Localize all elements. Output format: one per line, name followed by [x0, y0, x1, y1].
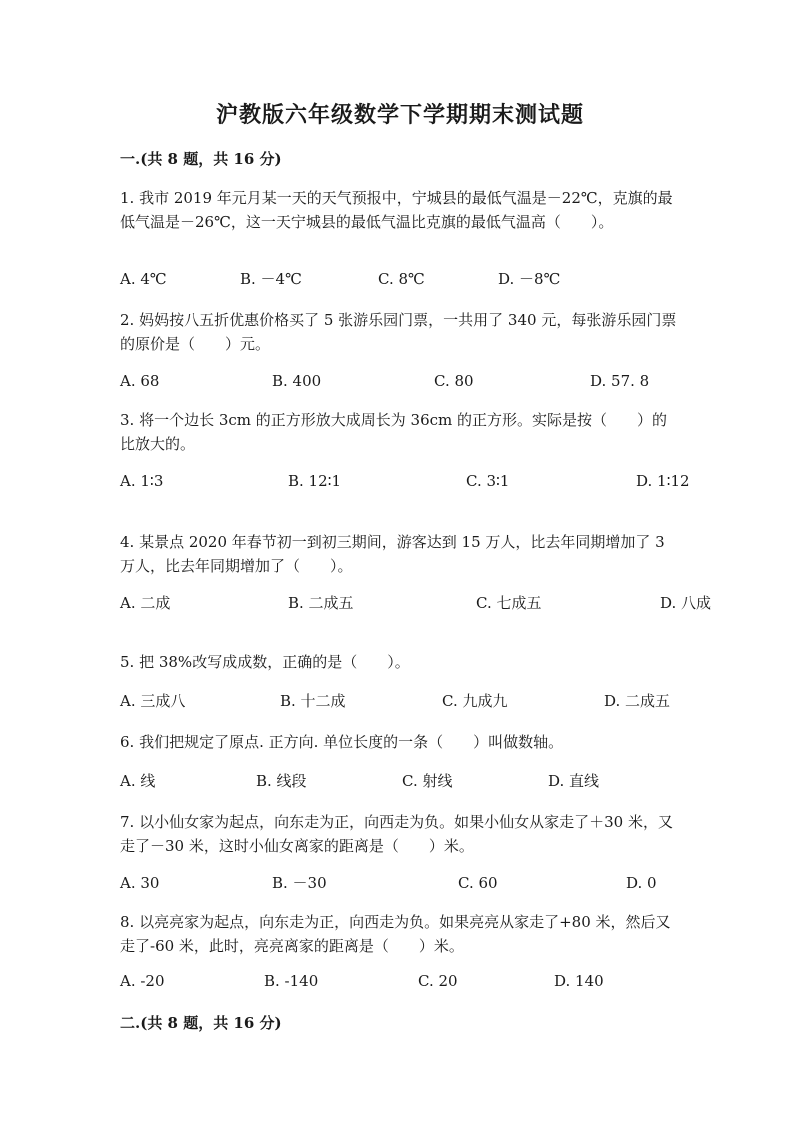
- question-text: 2. 妈妈按八五折优惠价格买了 5 张游乐园门票，一共用了 340 元，每张游乐园门票的原价是（ ）元。: [120, 311, 677, 353]
- option-a[interactable]: A. -20: [120, 972, 165, 990]
- option-c[interactable]: C. 九成九: [442, 692, 508, 710]
- question-text: 5. 把 38%改写成成数，正确的是（ ）。: [120, 653, 410, 671]
- option-c[interactable]: C. 80: [434, 372, 474, 390]
- option-a[interactable]: A. 线: [120, 772, 156, 790]
- option-b[interactable]: B. －4℃: [240, 270, 302, 288]
- option-b[interactable]: B. 400: [272, 372, 322, 390]
- option-d[interactable]: D. 直线: [548, 772, 600, 790]
- option-d[interactable]: D. 140: [554, 972, 604, 990]
- option-d[interactable]: D. 二成五: [604, 692, 671, 710]
- options-row: [120, 592, 712, 638]
- question-text: 6. 我们把规定了原点. 正方向. 单位长度的一条（ ）叫做数轴。: [120, 733, 564, 751]
- question-text: 4. 某景点 2020 年春节初一到初三期间，游客达到 15 万人，比去年同期增加了 3 万人，比去年同期增加了（ ）。: [120, 533, 665, 575]
- option-a[interactable]: A. 三成八: [120, 692, 186, 710]
- option-a[interactable]: A. 二成: [120, 594, 171, 612]
- option-b[interactable]: B. 12∶1: [288, 472, 342, 490]
- option-b[interactable]: B. －30: [272, 874, 327, 892]
- option-d[interactable]: D. 1∶12: [636, 472, 690, 490]
- option-a[interactable]: A. 68: [120, 372, 160, 390]
- question-text: 7. 以小仙女家为起点，向东走为正，向西走为负。如果小仙女从家走了＋30 米，又走了－30 米，这时小仙女离家的距离是（ ）米。: [120, 813, 673, 855]
- section-heading: 一.(共 8 题，共 16 分): [120, 150, 282, 168]
- options-row: [120, 470, 690, 516]
- option-b[interactable]: B. 十二成: [280, 692, 346, 710]
- option-d[interactable]: D. 57. 8: [590, 372, 650, 390]
- option-a[interactable]: A. 4℃: [120, 270, 167, 288]
- option-c[interactable]: C. 七成五: [476, 594, 542, 612]
- section-heading: 二.(共 8 题，共 16 分): [120, 1014, 282, 1032]
- option-d[interactable]: D. 0: [626, 874, 657, 892]
- option-b[interactable]: B. 线段: [256, 772, 307, 790]
- option-b[interactable]: B. -140: [264, 972, 319, 990]
- question-text: 3. 将一个边长 3cm 的正方形放大成周长为 36cm 的正方形。实际是按（ ）的比放大的。: [120, 411, 668, 453]
- option-a[interactable]: A. 1∶3: [120, 472, 164, 490]
- option-c[interactable]: C. 射线: [402, 772, 453, 790]
- page-title: 沪教版六年级数学下学期期末测试题: [215, 102, 584, 128]
- option-c[interactable]: C. 8℃: [378, 270, 425, 288]
- option-a[interactable]: A. 30: [120, 874, 160, 892]
- question-text: 8. 以亮亮家为起点，向东走为正，向西走为负。如果亮亮从家走了+80 米，然后又走了-60 米，此时，亮亮离家的距离是（ ）米。: [120, 913, 671, 955]
- options-row: [120, 970, 680, 1016]
- option-b[interactable]: B. 二成五: [288, 594, 354, 612]
- question-text: 1. 我市 2019 年元月某一天的天气预报中，宁城县的最低气温是－22℃，克旗的最低气温是－26℃，这一天宁城县的最低气温比克旗的最低气温高（ ）。: [120, 189, 673, 231]
- option-c[interactable]: C. 3∶1: [466, 472, 510, 490]
- option-c[interactable]: C. 60: [458, 874, 498, 892]
- option-c[interactable]: C. 20: [418, 972, 458, 990]
- option-d[interactable]: D. －8℃: [498, 270, 561, 288]
- option-d[interactable]: D. 八成: [660, 594, 712, 612]
